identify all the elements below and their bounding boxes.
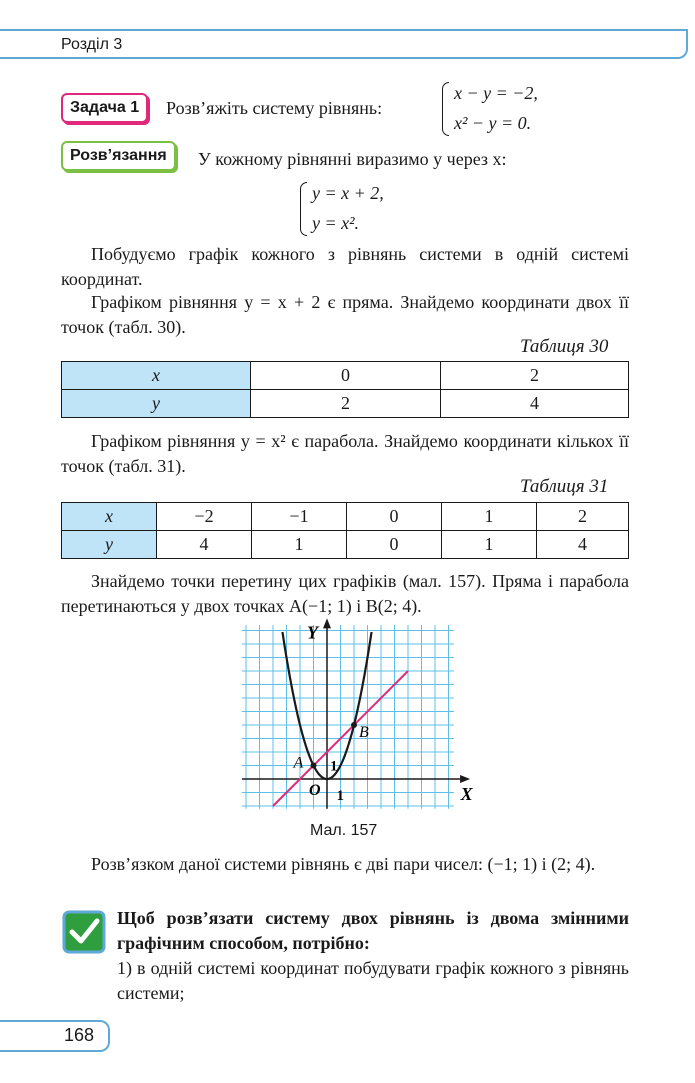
task-system xyxy=(442,78,572,140)
table-cell: 1 xyxy=(442,503,537,531)
grid xyxy=(242,622,454,809)
table-row xyxy=(62,503,629,531)
rule-text: Щоб розв’язати систему двох рівнянь із двома змінними графічним способом, потрібно: xyxy=(117,908,629,953)
table31 xyxy=(61,502,629,559)
table-cell: 2 xyxy=(251,390,441,418)
brace xyxy=(300,182,307,236)
table-cell: 0 xyxy=(347,531,442,559)
figure-157 xyxy=(230,622,473,822)
table-cell: 4 xyxy=(157,531,252,559)
task-eq2: x² − y = 0. xyxy=(454,113,532,133)
table-cell: −2 xyxy=(157,503,252,531)
solution-eq1: y = x + 2, xyxy=(312,183,384,203)
table-row xyxy=(62,390,629,418)
unit-y-label: 1 xyxy=(330,758,338,775)
y-axis-label: Y xyxy=(307,622,318,643)
paragraph-1: Побудуємо графік кожного з рівнянь системи в одній системі координат. xyxy=(61,244,629,289)
table30 xyxy=(61,361,629,418)
table-row xyxy=(62,362,629,390)
paragraph-3: Графіком рівняння y = x² є парабола. Знайдемо координати кількох її точок (табл. 31). xyxy=(61,431,629,476)
solution-eq2: y = x². xyxy=(312,213,360,233)
rule-step-1: 1) в одній системі координат побудувати графік кожного з рівнянь системи; xyxy=(117,958,629,1003)
table-cell: 4 xyxy=(537,531,629,559)
unit-x-label: 1 xyxy=(336,788,344,804)
paragraph-2: Графіком рівняння y = x + 2 є пряма. Знайдемо координати двох її точок (табл. 30). xyxy=(61,292,629,337)
table-cell: x xyxy=(62,503,157,531)
table-cell: y xyxy=(62,390,251,418)
x-axis-arrow-icon xyxy=(460,775,470,783)
task-tag: Задача 1 xyxy=(61,93,148,123)
task-text: Розв’яжіть систему рівнянь: xyxy=(166,98,383,118)
section-title: Розділ 3 xyxy=(61,36,123,53)
point-a-label: A xyxy=(293,754,304,772)
x-axis-label: X xyxy=(460,784,473,804)
figure-caption: Мал. 157 xyxy=(310,822,378,839)
table-cell: 0 xyxy=(347,503,442,531)
table-cell: 4 xyxy=(441,390,629,418)
point-b-label: B xyxy=(359,724,369,741)
table-cell: 2 xyxy=(441,362,629,390)
paragraph-5: Розв’язком даної системи рівнянь є дві пари чисел: (−1; 1) і (2; 4). xyxy=(91,854,596,874)
solution-tag: Розв’язання xyxy=(61,141,176,171)
checkmark-icon xyxy=(62,910,106,954)
table31-caption: Таблиця 31 xyxy=(520,476,609,497)
table-cell: y xyxy=(62,531,157,559)
point-b xyxy=(351,722,357,728)
table-cell: x xyxy=(62,362,251,390)
point-a xyxy=(311,763,317,769)
table-row xyxy=(62,531,629,559)
paragraph-4: Знайдемо точки перетину цих графіків (мал. 157). Пряма і парабола перетинаються у двох точках A(−1; 1) і B(2; 4). xyxy=(61,571,629,616)
task-eq1: x − y = −2, xyxy=(454,83,538,103)
y-axis-arrow-icon xyxy=(323,618,331,628)
page-number: 168 xyxy=(64,1025,95,1045)
table-cell: 2 xyxy=(537,503,629,531)
origin-label: O xyxy=(309,782,321,799)
table-cell: 1 xyxy=(252,531,347,559)
table-cell: 0 xyxy=(251,362,441,390)
brace xyxy=(442,82,449,136)
table30-caption: Таблиця 30 xyxy=(520,336,609,357)
solution-intro: У кожному рівнянні виразимо y через x: xyxy=(198,149,507,169)
table-cell: 1 xyxy=(442,531,537,559)
solution-system xyxy=(300,178,420,240)
table-cell: −1 xyxy=(252,503,347,531)
